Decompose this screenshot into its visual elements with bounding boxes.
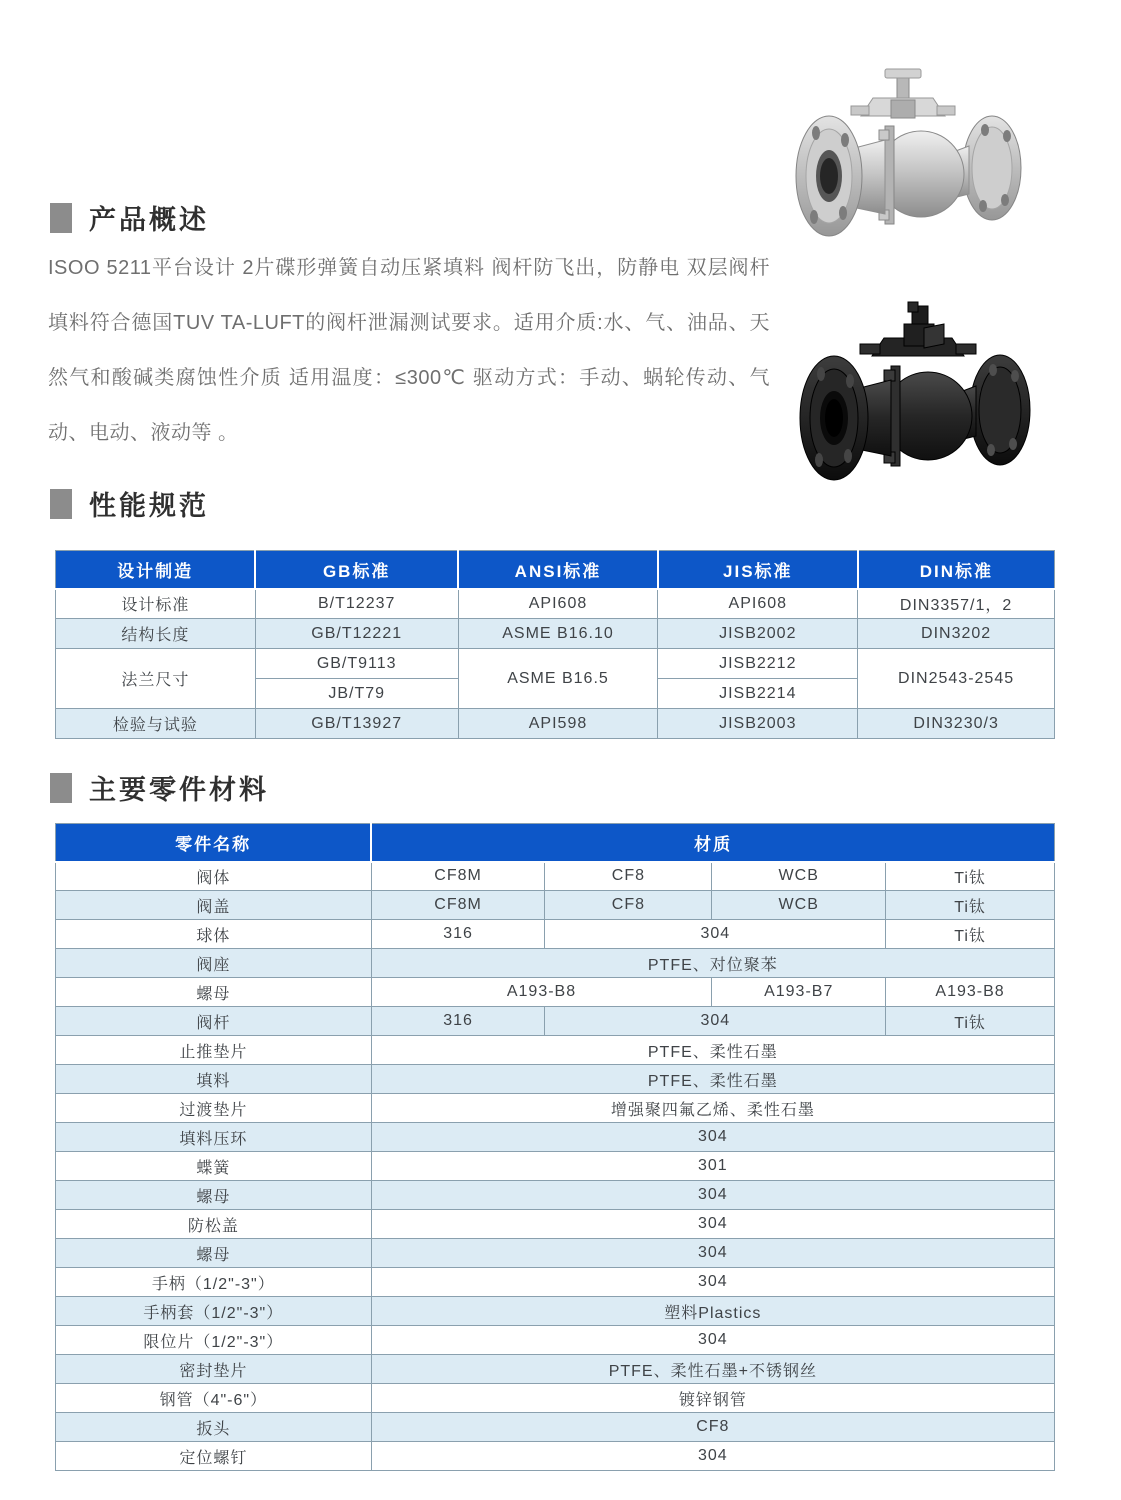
table-cell: 螺母	[56, 1239, 372, 1268]
table-cell: 密封垫片	[56, 1355, 372, 1384]
section-marker-icon	[50, 773, 72, 803]
table-cell: DIN3357/1，2	[858, 589, 1055, 619]
table-cell: 法兰尺寸	[56, 649, 256, 709]
table-cell: 304	[545, 1007, 886, 1036]
table-row	[56, 949, 1055, 978]
table-cell: 螺母	[56, 978, 372, 1007]
table-cell: 304	[371, 1181, 1054, 1210]
table-row	[56, 649, 1055, 679]
table-row	[56, 891, 1055, 920]
table-cell: 手柄套（1/2"-3"）	[56, 1297, 372, 1326]
table-cell: 304	[371, 1268, 1054, 1297]
table-cell: JB/T79	[255, 679, 458, 709]
table-cell: 304	[371, 1442, 1054, 1471]
table-cell: 304	[371, 1210, 1054, 1239]
table-cell: API608	[658, 589, 858, 619]
black-valve-illustration	[796, 300, 1032, 506]
table-cell: GB/T9113	[255, 649, 458, 679]
table-cell: WCB	[712, 891, 886, 920]
table-cell: Ti钛	[886, 862, 1055, 891]
table-cell: 316	[371, 920, 545, 949]
table-cell: 316	[371, 1007, 545, 1036]
table-cell: JISB2002	[658, 619, 858, 649]
product-image-stainless-valve	[793, 64, 1023, 260]
table-cell: 填料压环	[56, 1123, 372, 1152]
column-header: 设计制造	[56, 551, 256, 589]
table-cell: 设计标准	[56, 589, 256, 619]
table-cell: A193-B7	[712, 978, 886, 1007]
table-cell: JISB2212	[658, 649, 858, 679]
table-cell: CF8	[545, 891, 712, 920]
performance-table-wrap	[55, 550, 1055, 739]
table-cell: 螺母	[56, 1181, 372, 1210]
table-cell: JISB2214	[658, 679, 858, 709]
table-cell: PTFE、柔性石墨+不锈钢丝	[371, 1355, 1054, 1384]
table-cell: A193-B8	[886, 978, 1055, 1007]
column-header: DIN标准	[858, 551, 1055, 589]
table-cell: CF8	[371, 1413, 1054, 1442]
table-cell: 阀座	[56, 949, 372, 978]
materials-table-wrap	[55, 823, 1055, 1471]
column-header: GB标准	[255, 551, 458, 589]
section-title-performance: 性能规范	[89, 491, 209, 521]
table-cell: DIN3230/3	[858, 709, 1055, 739]
section-heading-performance	[50, 484, 209, 523]
table-cell: Ti钛	[886, 920, 1055, 949]
section-title-overview: 产品概述	[89, 205, 209, 235]
table-cell: 定位螺钉	[56, 1442, 372, 1471]
table-cell: 304	[371, 1123, 1054, 1152]
table-cell: 钢管（4"-6"）	[56, 1384, 372, 1413]
table-cell: 防松盖	[56, 1210, 372, 1239]
table-cell: 塑料Plastics	[371, 1297, 1054, 1326]
table-cell: API598	[458, 709, 658, 739]
column-header: ANSI标准	[458, 551, 658, 589]
table-cell: CF8M	[371, 862, 545, 891]
table-cell: 结构长度	[56, 619, 256, 649]
table-cell: PTFE、柔性石墨	[371, 1065, 1054, 1094]
performance-table-body	[56, 589, 1055, 739]
table-cell: GB/T13927	[255, 709, 458, 739]
table-cell: JISB2003	[658, 709, 858, 739]
table-row	[56, 1036, 1055, 1065]
table-row	[56, 1065, 1055, 1094]
column-header: JIS标准	[658, 551, 858, 589]
table-row	[56, 1384, 1055, 1413]
table-cell: CF8	[545, 862, 712, 891]
table-cell: 304	[371, 1326, 1054, 1355]
table-cell: 手柄（1/2"-3"）	[56, 1268, 372, 1297]
table-cell: 扳头	[56, 1413, 372, 1442]
table-row	[56, 1007, 1055, 1036]
section-marker-icon	[50, 203, 72, 233]
table-row	[56, 1239, 1055, 1268]
table-cell: B/T12237	[255, 589, 458, 619]
table-row	[56, 1355, 1055, 1384]
table-cell: DIN2543-2545	[858, 649, 1055, 709]
table-row	[56, 1297, 1055, 1326]
table-cell: ASME B16.5	[458, 649, 658, 709]
table-cell: API608	[458, 589, 658, 619]
table-cell: PTFE、柔性石墨	[371, 1036, 1054, 1065]
product-image-black-valve	[796, 300, 1032, 506]
table-header-row	[56, 551, 1055, 589]
table-row	[56, 1268, 1055, 1297]
performance-table	[55, 550, 1055, 739]
table-row	[56, 1094, 1055, 1123]
section-marker-icon	[50, 489, 72, 519]
table-cell: WCB	[712, 862, 886, 891]
table-row	[56, 1181, 1055, 1210]
table-cell: Ti钛	[886, 891, 1055, 920]
table-row	[56, 619, 1055, 649]
table-cell: 止推垫片	[56, 1036, 372, 1065]
table-cell: DIN3202	[858, 619, 1055, 649]
overview-paragraph: ISOO 5211平台设计 2片碟形弹簧自动压紧填料 阀杆防飞出，防静电 双层阀杆填料符合德国TUV TA-LUFT的阀杆泄漏测试要求。适用介质:水、气、油品、天然气和酸碱类腐蚀性介质 适用温度：≤300℃ 驱动方式：手动、蜗轮传动、气动、电动、液动等 。	[48, 257, 770, 444]
table-cell: 填料	[56, 1065, 372, 1094]
table-row	[56, 1326, 1055, 1355]
table-cell: 镀锌钢管	[371, 1384, 1054, 1413]
table-row	[56, 1210, 1055, 1239]
table-row	[56, 1152, 1055, 1181]
table-row	[56, 978, 1055, 1007]
table-cell: 球体	[56, 920, 372, 949]
section-heading-overview	[50, 198, 209, 237]
table-cell: 301	[371, 1152, 1054, 1181]
table-cell: 304	[371, 1239, 1054, 1268]
materials-table-body	[56, 862, 1055, 1471]
materials-table	[55, 823, 1055, 1471]
table-cell: A193-B8	[371, 978, 712, 1007]
table-cell: CF8M	[371, 891, 545, 920]
table-cell: 阀杆	[56, 1007, 372, 1036]
table-row	[56, 1413, 1055, 1442]
section-heading-materials	[50, 768, 269, 807]
table-cell: 增强聚四氟乙烯、柔性石墨	[371, 1094, 1054, 1123]
column-header: 材质	[371, 824, 1054, 862]
table-cell: 304	[545, 920, 886, 949]
table-cell: 蝶簧	[56, 1152, 372, 1181]
column-header: 零件名称	[56, 824, 372, 862]
stainless-valve-illustration	[793, 64, 1023, 260]
table-header-row	[56, 824, 1055, 862]
table-cell: GB/T12221	[255, 619, 458, 649]
table-cell: ASME B16.10	[458, 619, 658, 649]
table-cell: 阀体	[56, 862, 372, 891]
table-row	[56, 1123, 1055, 1152]
table-cell: Ti钛	[886, 1007, 1055, 1036]
table-cell: 限位片（1/2"-3"）	[56, 1326, 372, 1355]
table-row	[56, 920, 1055, 949]
table-row	[56, 862, 1055, 891]
table-row	[56, 1442, 1055, 1471]
table-cell: 过渡垫片	[56, 1094, 372, 1123]
section-title-materials: 主要零件材料	[89, 775, 269, 805]
table-cell: 阀盖	[56, 891, 372, 920]
table-row	[56, 709, 1055, 739]
table-cell: PTFE、对位聚苯	[371, 949, 1054, 978]
table-cell: 检验与试验	[56, 709, 256, 739]
table-row	[56, 589, 1055, 619]
